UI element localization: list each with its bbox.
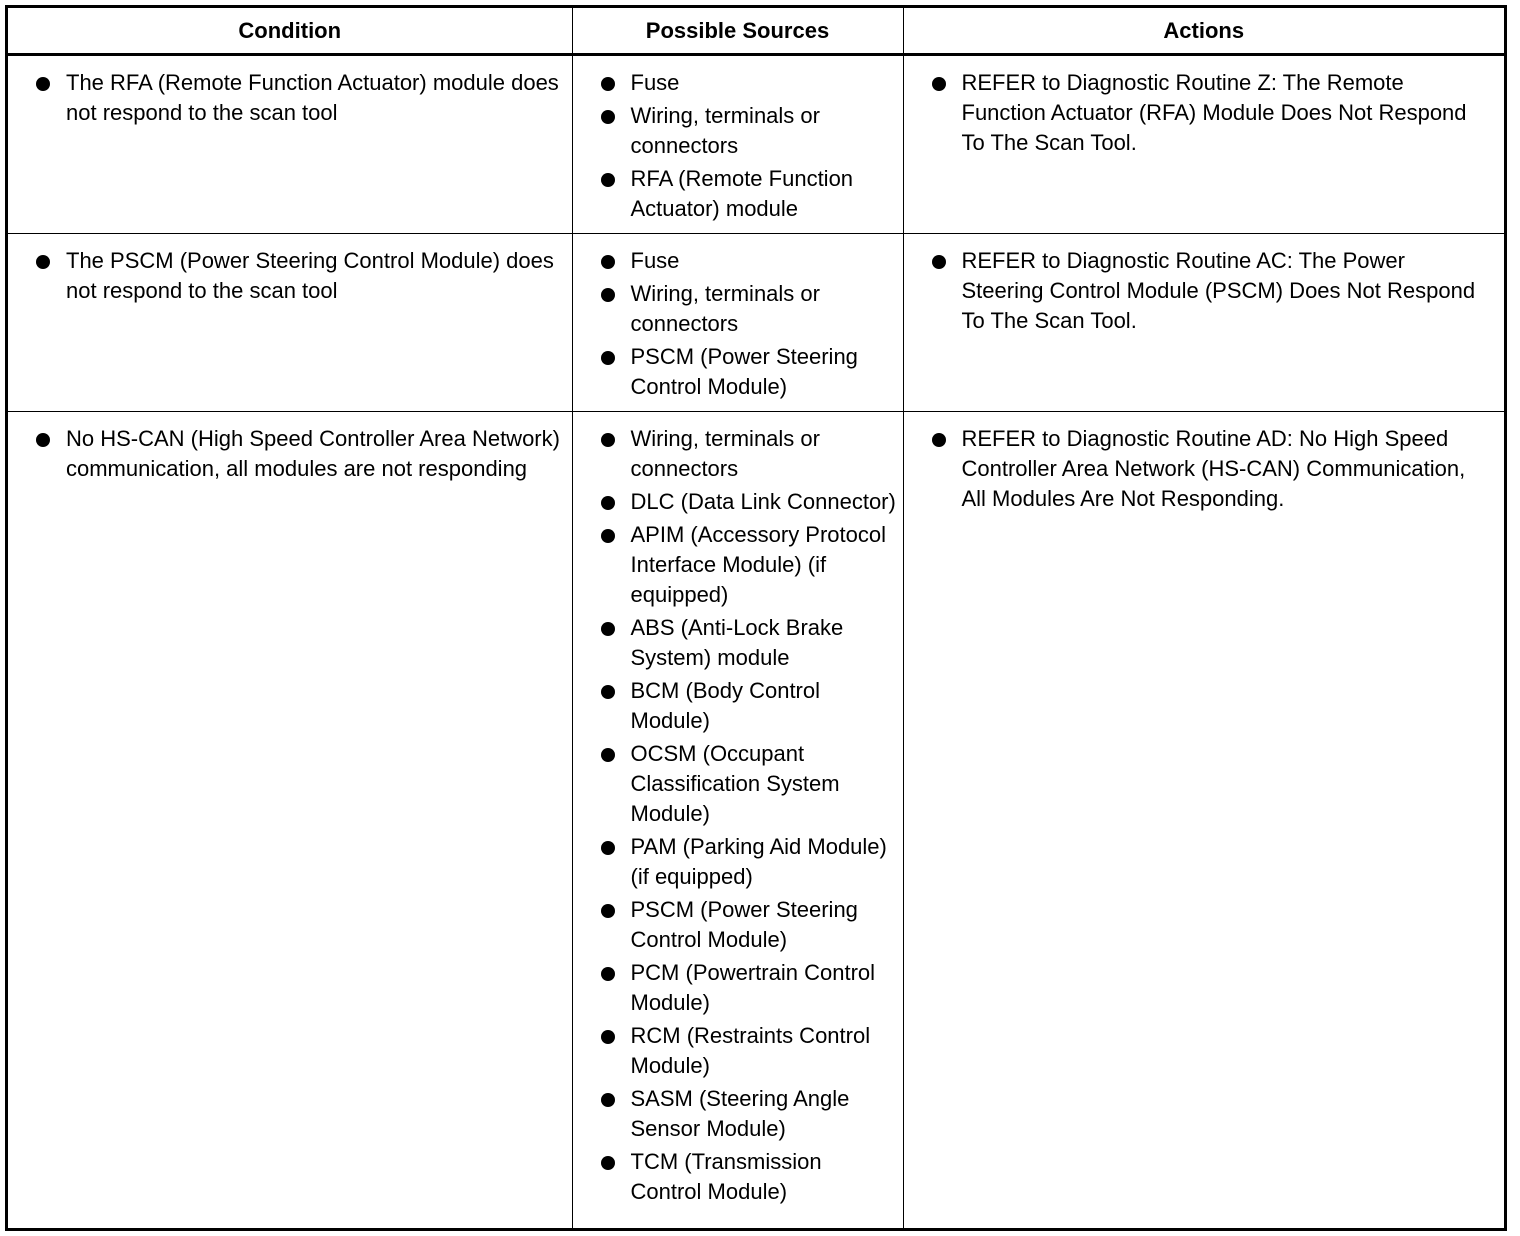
sources-cell (572, 234, 903, 412)
action-text: REFER to Diagnostic Routine Z: The Remote Function Actuator (RFA) Module Does Not Respond To The Scan Tool. (930, 68, 1485, 158)
header-actions: Actions (903, 8, 1504, 55)
source-item: OCSM (Occupant Classification System Module) (599, 739, 897, 829)
header-condition: Condition (8, 8, 572, 55)
action-cell (903, 234, 1504, 412)
condition-cell (8, 234, 572, 412)
action-cell (903, 412, 1504, 1229)
source-item: TCM (Transmission Control Module) (599, 1147, 897, 1207)
action-cell (903, 55, 1504, 234)
source-item: PSCM (Power Steering Control Module) (599, 895, 897, 955)
source-item: BCM (Body Control Module) (599, 676, 897, 736)
source-item: PAM (Parking Aid Module) (if equipped) (599, 832, 897, 892)
sources-cell (572, 55, 903, 234)
source-item: PSCM (Power Steering Control Module) (599, 342, 897, 402)
source-item: Wiring, terminals or connectors (599, 101, 897, 161)
condition-cell (8, 412, 572, 1229)
source-item: RCM (Restraints Control Module) (599, 1021, 897, 1081)
source-item: ABS (Anti-Lock Brake System) module (599, 613, 897, 673)
source-item: RFA (Remote Function Actuator) module (599, 164, 897, 224)
source-item: PCM (Powertrain Control Module) (599, 958, 897, 1018)
condition-text: No HS-CAN (High Speed Controller Area Network) communication, all modules are not responding (34, 424, 562, 484)
source-item: SASM (Steering Angle Sensor Module) (599, 1084, 897, 1144)
table-row (8, 234, 1504, 412)
header-row (8, 8, 1504, 55)
condition-cell (8, 55, 572, 234)
action-text: REFER to Diagnostic Routine AC: The Power Steering Control Module (PSCM) Does Not Respond To The Scan Tool. (930, 246, 1485, 336)
diagnostic-table-document (5, 5, 1507, 1231)
action-text: REFER to Diagnostic Routine AD: No High Speed Controller Area Network (HS-CAN) Communication, All Modules Are Not Responding. (930, 424, 1485, 514)
source-item: Wiring, terminals or connectors (599, 424, 897, 484)
source-item: Fuse (599, 68, 897, 98)
condition-text: The RFA (Remote Function Actuator) module does not respond to the scan tool (34, 68, 562, 128)
source-item: Fuse (599, 246, 897, 276)
table-row (8, 412, 1504, 1229)
condition-text: The PSCM (Power Steering Control Module) does not respond to the scan tool (34, 246, 562, 306)
source-item: DLC (Data Link Connector) (599, 487, 897, 517)
sources-cell (572, 412, 903, 1229)
source-item: Wiring, terminals or connectors (599, 279, 897, 339)
source-item: APIM (Accessory Protocol Interface Module) (if equipped) (599, 520, 897, 610)
header-possible-sources: Possible Sources (572, 8, 903, 55)
diagnostic-table (8, 8, 1504, 1228)
table-row (8, 55, 1504, 234)
